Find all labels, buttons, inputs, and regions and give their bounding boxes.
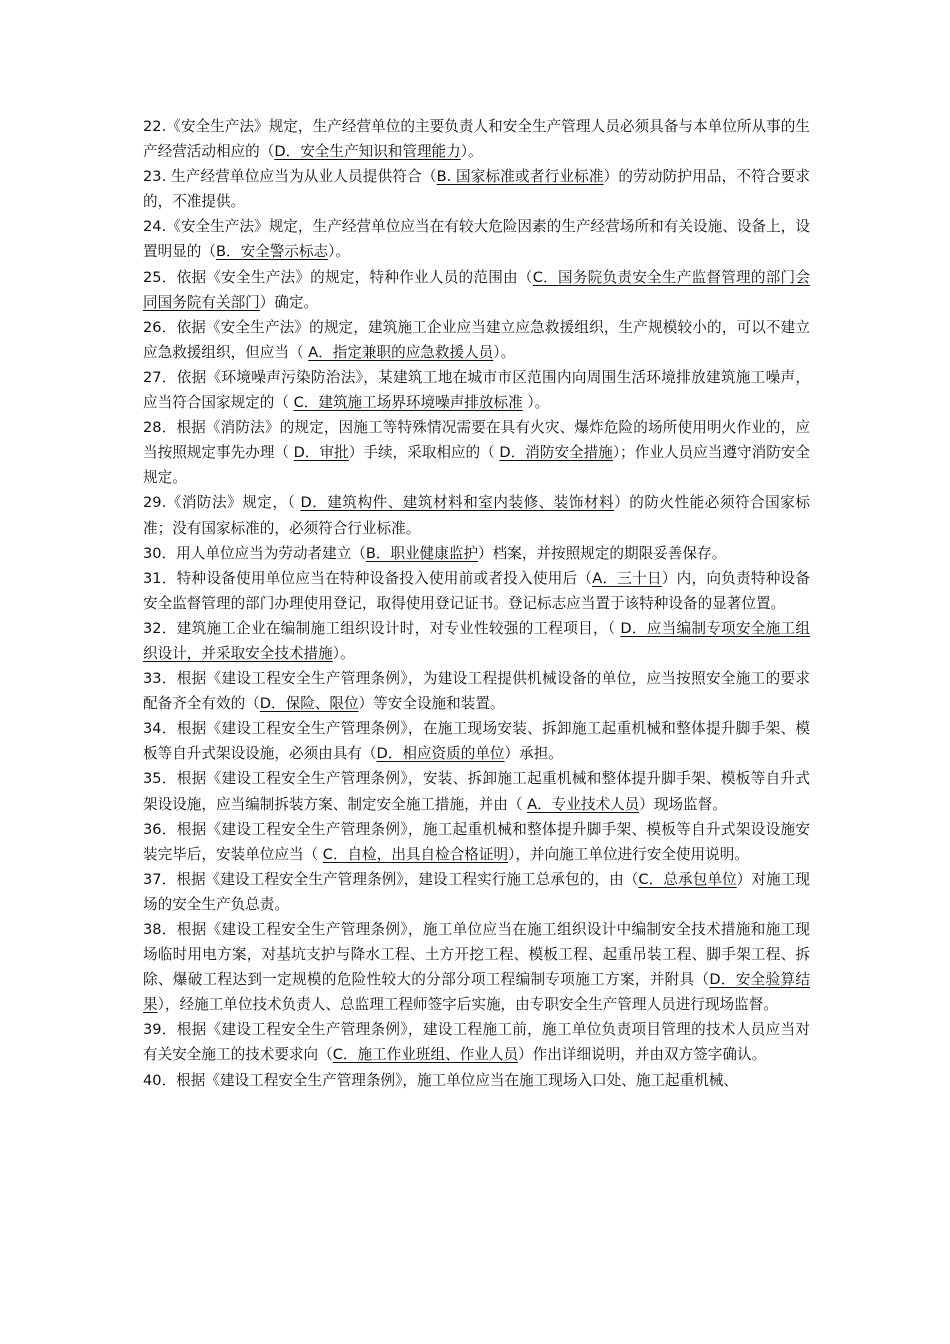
answer-text: A．专业技术人员 xyxy=(527,795,640,813)
question-30 xyxy=(143,541,810,566)
question-text: 38．根据《建设工程安全生产管理条例》，施工单位应当在施工组织设计中编制安全技术措施和施工现场临时用电方案，对基坑支护与降水工程、土方开挖工程、模板工程、起重吊装工程、脚手架工程、拆除、爆破工程达到一定规模的危险性较大的分部分项工程编制专项施工方案，并附具（ xyxy=(143,921,810,989)
question-25 xyxy=(143,265,810,315)
answer-text: D．保险、限位 xyxy=(259,695,359,713)
question-text: 39．根据《建设工程安全生产管理条例》，建设工程施工前，施工单位负责项目管理的技术人员应当对有关安全施工的技术要求向（ xyxy=(143,1021,810,1064)
question-text: 23. 生产经营单位应当为从业人员提供符合（ xyxy=(143,168,437,186)
question-text: ），经施工单位技术负责人、总监理工程师签字后实施，由专职安全生产管理人员进行现场监督。 xyxy=(157,996,778,1014)
question-26 xyxy=(143,315,810,365)
question-text: 22.《安全生产法》规定，生产经营单位的主要负责人和安全生产管理人员必须具备与本单位所从事的生产经营活动相应的（ xyxy=(143,118,810,161)
answer-text: D．相应资质的单位 xyxy=(376,745,505,763)
question-text: 36．根据《建设工程安全生产管理条例》，施工起重机械和整体提升脚手架、模板等自升式架设设施安装完毕后，安装单位应当（ xyxy=(143,820,810,863)
question-text: ）。 xyxy=(332,644,355,662)
answer-text: D．安全验算结果 xyxy=(143,971,810,1014)
question-23 xyxy=(143,164,810,214)
answer-text: C．自检，出具自检合格证明 xyxy=(322,845,509,863)
question-35 xyxy=(143,766,810,816)
question-text: ）等安全设施和装置。 xyxy=(358,695,505,713)
question-text: ）的防火性能必须符合国家标准；没有国家标准的，必须符合行业标准。 xyxy=(143,494,810,537)
answer-text: A．指定兼职的应急救援人员 xyxy=(308,343,494,361)
question-40 xyxy=(143,1068,810,1093)
question-text: ）手续，采取相应的（ xyxy=(348,444,500,462)
question-27 xyxy=(143,365,810,415)
answer-text: B．安全警示标志 xyxy=(215,243,329,261)
question-text: 40．根据《建设工程安全生产管理条例》，施工单位应当在施工现场入口处、施工起重机械、 xyxy=(143,1071,739,1089)
question-36 xyxy=(143,817,810,867)
question-text: ）。 xyxy=(460,143,483,161)
question-text: 31．特种设备使用单位应当在特种设备投入使用前或者投入使用后（ xyxy=(143,569,593,587)
question-39 xyxy=(143,1017,810,1067)
answer-text: D．应当编制专项安全施工组织设计，并采取安全技术措施 xyxy=(143,619,810,662)
answer-text: C．建筑施工场界环境噪声排放标准 xyxy=(293,394,523,412)
question-text: 24.《安全生产法》规定，生产经营单位应当在有较大危险因素的生产经营场所和有关设施、设备上，设置明显的（ xyxy=(143,218,810,261)
answer-text: D．建筑构件、建筑材料和室内装修、装饰材料 xyxy=(300,494,615,512)
question-33 xyxy=(143,666,810,716)
question-text: ）确定。 xyxy=(259,293,319,311)
question-text: ）。 xyxy=(493,343,516,361)
question-22 xyxy=(143,114,810,164)
question-34 xyxy=(143,716,810,766)
question-text: 27．依据《环境噪声污染防治法》，某建筑工地在城市市区范围内向周围生活环境排放建筑施工噪声，应当符合国家规定的（ xyxy=(143,368,810,412)
question-32 xyxy=(143,616,810,666)
question-text: 26．依据《安全生产法》的规定，建筑施工企业应当建立应急救援组织，生产规模较小的，可以不建立应急救援组织，但应当（ xyxy=(143,318,810,361)
question-text: ）档案，并按照规定的期限妥善保存。 xyxy=(478,544,727,562)
answer-text: C．国务院负责安全生产监督管理的部门会同国务院有关部门 xyxy=(143,268,810,311)
question-38 xyxy=(143,917,810,1017)
question-text: 25．依据《安全生产法》的规定，特种作业人员的范围由（ xyxy=(143,268,533,286)
question-text: 29.《消防法》规定，（ xyxy=(143,494,301,512)
question-31 xyxy=(143,566,810,616)
question-text: ）作出详细说明，并由双方签字确认。 xyxy=(518,1046,767,1064)
question-37 xyxy=(143,867,810,917)
question-text: ）。 xyxy=(328,243,351,261)
question-text: 32．建筑施工企业在编制施工组织设计时，对专业性较强的工程项目，（ xyxy=(143,619,621,637)
answer-text: A．三十日 xyxy=(592,569,662,587)
question-text: ）的劳动防护用品，不符合要求的，不准提供。 xyxy=(143,168,810,211)
answer-text: D．审批 xyxy=(293,444,349,462)
answer-text: D．消防安全措施 xyxy=(499,444,613,462)
answer-text: B. 国家标准或者行业标准 xyxy=(436,168,604,186)
question-text: ）承担。 xyxy=(504,745,563,763)
document-body xyxy=(143,114,810,1093)
question-29 xyxy=(143,490,810,540)
question-24 xyxy=(143,214,810,264)
question-text: 34．根据《建设工程安全生产管理条例》，在施工现场安装、拆卸施工起重机械和整体提升脚手架、模板等自升式架设设施，必须由具有（ xyxy=(143,720,810,763)
question-text: ）。 xyxy=(522,394,550,412)
question-text: 37．根据《建设工程安全生产管理条例》，建设工程实行施工总承包的，由（ xyxy=(143,870,639,888)
question-text: ），并向施工单位进行安全使用说明。 xyxy=(508,845,749,863)
question-text: ）现场监督。 xyxy=(639,795,727,813)
question-text: ）对施工现场的安全生产负总责。 xyxy=(143,870,810,913)
answer-text: C．总承包单位 xyxy=(638,870,737,888)
question-text: ）内，向负责特种设备安全监督管理的部门办理使用登记，取得使用登记证书。登记标志应当置于该特种设备的显著位置。 xyxy=(143,569,810,612)
question-text: 35．根据《建设工程安全生产管理条例》，安装、拆卸施工起重机械和整体提升脚手架、模板等自升式架设设施，应当编制拆装方案、制定安全施工措施，并由（ xyxy=(143,770,810,813)
question-text: 33．根据《建设工程安全生产管理条例》，为建设工程提供机械设备的单位，应当按照安全施工的要求配备齐全有效的（ xyxy=(143,670,810,713)
answer-text: D．安全生产知识和管理能力 xyxy=(274,143,461,161)
question-28 xyxy=(143,415,810,490)
question-text: 28．根据《消防法》的规定，因施工等特殊情况需要在具有火灾、爆炸危险的场所使用明火作业的，应当按照规定事先办理（ xyxy=(143,419,810,462)
answer-text: C．施工作业班组、作业人员 xyxy=(332,1046,519,1064)
question-text: 30．用人单位应当为劳动者建立（ xyxy=(143,544,366,562)
answer-text: B．职业健康监护 xyxy=(365,544,479,562)
question-text: ）；作业人员应当遵守消防安全规定。 xyxy=(143,444,810,487)
